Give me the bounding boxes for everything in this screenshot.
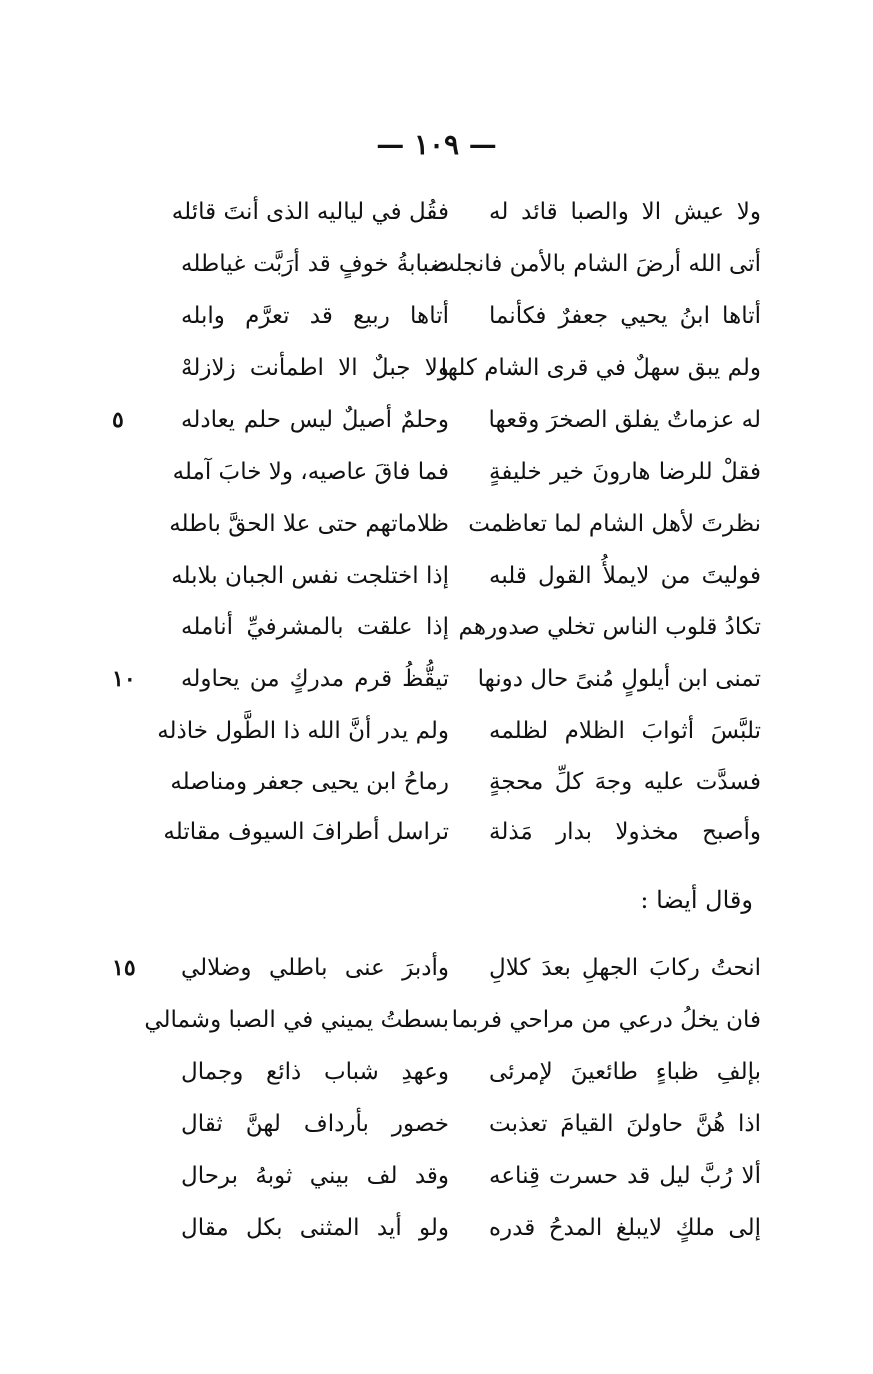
hemistich-second: فما فاقَ عاصيه، ولا خابَ آمله (172, 459, 449, 485)
hemistich-second: وقد لف بيني ثوبهُ برحال (181, 1163, 449, 1189)
verse-row (0, 348, 873, 388)
hemistich-second: ولو أيد المثنى بكل مقال (181, 1215, 449, 1241)
hemistich-second: تيقُّظُ قرم مدركٍ من يحاوله (181, 666, 449, 692)
verse-row (0, 1104, 873, 1144)
line-number-marker: ١٥ (112, 955, 136, 981)
hemistich-first: وأصبح مخذولا بدار مَذلة (489, 819, 761, 845)
hemistich-second: أتاها ربيع قد تعرَّم وابله (181, 303, 449, 329)
hemistich-first: اذا هُنَّ حاولنَ القيامَ تعذبت (489, 1111, 761, 1137)
hemistich-first: فان يخلُ درعي من مراحي فربما (451, 1007, 761, 1033)
verse-row (0, 1208, 873, 1248)
verse-row (0, 452, 873, 492)
hemistich-first: فوليتَ من لايملأُ القول قلبه (489, 563, 761, 589)
hemistich-second: ولم يدر أنَّ الله ذا الطَّول خاذله (157, 718, 449, 744)
hemistich-first: نظرتَ لأهل الشام لما تعاظمت (468, 511, 761, 537)
line-number-marker: ٥ (112, 407, 124, 433)
page-number: — ١٠٩ — (376, 128, 497, 161)
hemistich-first: إلى ملكٍ لايبلغ المدحُ قدره (489, 1215, 761, 1241)
hemistich-second: وعهدِ شباب ذائع وجمال (181, 1059, 449, 1085)
hemistich-first: له عزماتٌ يفلق الصخرَ وقعها (488, 407, 761, 433)
verse-row (0, 711, 873, 751)
hemistich-second: خصور بأرداف لهنَّ ثقال (181, 1111, 449, 1137)
hemistich-first: تلبَّسَ أثوابَ الظلام لظلمه (489, 718, 761, 744)
hemistich-second: إذا علقت بالمشرفيِّ أنامله (181, 614, 449, 640)
hemistich-second: وأدبرَ عنى باطلي وضلالي (181, 955, 449, 981)
verse-row (0, 504, 873, 544)
hemistich-first: أتى الله أرضَ الشام بالأمن فانجلت (432, 251, 761, 277)
hemistich-first: فقلْ للرضا هارونَ خير خليفةٍ (489, 459, 761, 485)
verse-row (0, 607, 873, 647)
hemistich-first: تكادُ قلوب الناس تخلي صدورهم (458, 614, 761, 640)
verse-row (0, 244, 873, 284)
verse-row (0, 1052, 873, 1092)
verse-row (0, 659, 873, 699)
hemistich-first: أتاها ابنُ يحيي جعفرٌ فكأنما (489, 303, 761, 329)
hemistich-first: ألا رُبَّ ليل قد حسرت قِناعه (489, 1163, 761, 1189)
hemistich-first: فسدَّت عليه وجهَ كلِّ محجةٍ (489, 769, 761, 795)
hemistich-first: تمنى ابن أيلولٍ مُنىً حال دونها (477, 666, 761, 692)
hemistich-first: ولا عيش الا والصبا قائد له (489, 199, 761, 225)
hemistich-second: تراسل أطرافَ السيوف مقاتله (163, 819, 449, 845)
hemistich-second: ولا جبلٌ الا اطمأنت زلازلهْ (181, 355, 449, 381)
verse-row (0, 812, 873, 852)
verse-row (0, 556, 873, 596)
hemistich-second: وحلمٌ أصيلٌ ليس حلم يعادله (181, 407, 449, 433)
verse-row (0, 400, 873, 440)
hemistich-second: ضبابةُ خوفٍ قد أرَبَّت غياطله (181, 251, 449, 277)
hemistich-first: ولم يبق سهلٌ في قرى الشام كلها (440, 355, 761, 381)
verse-row (0, 948, 873, 988)
verse-row (0, 1156, 873, 1196)
poem-heading: وقال أيضا : (640, 886, 753, 914)
verse-row (0, 192, 873, 232)
verse-row (0, 296, 873, 336)
verse-row (0, 762, 873, 802)
hemistich-second: إذا اختلجت نفس الجبان بلابله (171, 563, 449, 589)
verse-row (0, 1000, 873, 1040)
hemistich-second: بسطتُ يميني في الصبا وشمالي (144, 1007, 449, 1033)
hemistich-first: بإلفِ ظباءٍ طائعينَ لإمرئى (489, 1059, 761, 1085)
hemistich-second: فقُل في لياليه الذى أنتَ قائله (171, 199, 449, 225)
hemistich-second: ظلاماتهم حتى علا الحقَّ باطله (169, 511, 449, 537)
hemistich-first: انحتُ ركابَ الجهلِ بعدَ كلالِ (489, 955, 761, 981)
line-number-marker: ١٠ (112, 666, 136, 692)
hemistich-second: رماحُ ابن يحيى جعفر ومناصله (170, 769, 449, 795)
